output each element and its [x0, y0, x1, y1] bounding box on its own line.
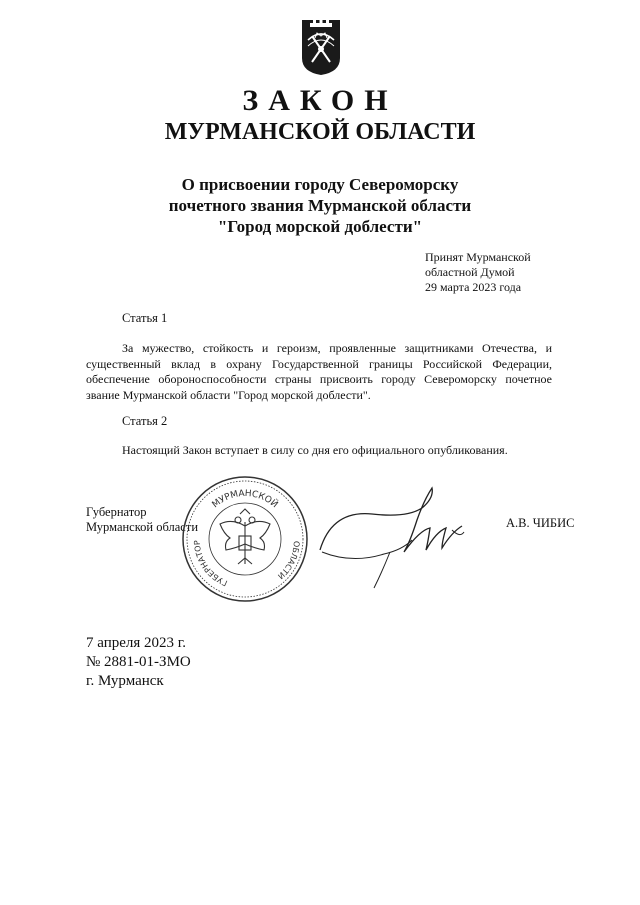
adoption-note: [425, 250, 531, 295]
official-seal: [180, 474, 310, 604]
article-2-heading: Статья 2: [122, 414, 168, 428]
governor-title-line: Губернатор: [86, 505, 147, 519]
law-subject-line: "Город морской доблести": [217, 217, 423, 236]
law-subject: [0, 174, 640, 237]
law-number: № 2881-01-ЗМО: [86, 654, 191, 670]
article-1-heading: Статья 1: [122, 311, 168, 325]
handwritten-signature: [312, 480, 482, 600]
adoption-line: Принят Мурманской: [425, 250, 531, 264]
article-1-body: За мужество, стойкость и героизм, проявленные защитниками Отечества, и существенный вклад в охрану Государственной границы Российской Федерации, обеспечение обороноспособности страны присвоить городу Североморску почетное звание Мурманской области "Город морской доблести".: [86, 341, 552, 402]
issue-place: г. Мурманск: [86, 673, 164, 689]
adoption-date: 29 марта 2023 года: [425, 280, 522, 294]
double-headed-eagle-icon: [220, 509, 270, 564]
issuance-details: [86, 634, 191, 691]
law-title: ЗАКОН: [242, 84, 398, 117]
law-subject-line: почетного звания Мурманской области: [168, 196, 472, 215]
coat-of-arms-icon: [300, 18, 342, 76]
seal-text-right: ОБЛАСТИ: [275, 540, 302, 581]
law-subject-line: О присвоении городу Североморску: [181, 175, 459, 194]
adoption-line: областной Думой: [425, 265, 515, 279]
issue-date: 7 апреля 2023 г.: [86, 635, 186, 651]
governor-title-line: Мурманской области: [86, 520, 199, 534]
region-title: МУРМАНСКОЙ ОБЛАСТИ: [164, 119, 476, 145]
article-2-body: Настоящий Закон вступает в силу со дня его официального опубликования.: [122, 443, 508, 457]
seal-text-left: ГУБЕРНАТОР: [192, 540, 229, 588]
seal-text-top: МУРМАНСКОЙ: [210, 488, 280, 511]
governor-name: А.В. ЧИБИС: [506, 516, 575, 530]
